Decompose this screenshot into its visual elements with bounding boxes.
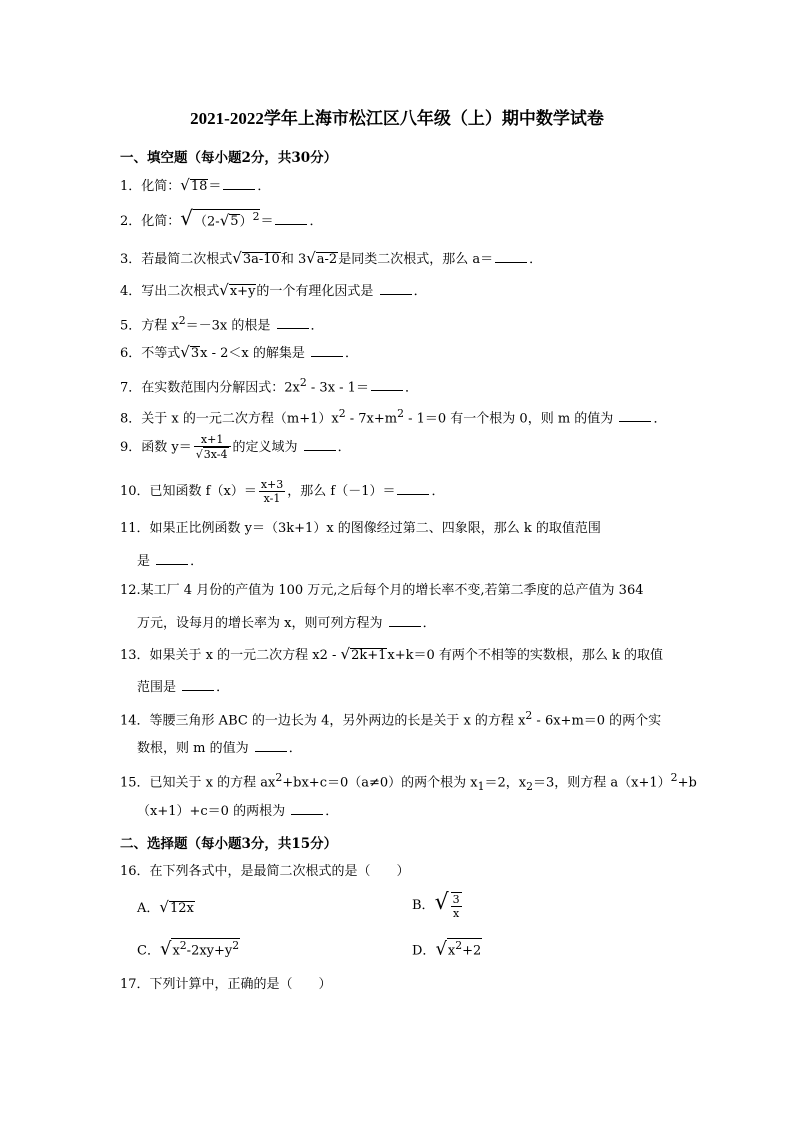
question-9: 9．函数 y＝ $\frac{x+1}{√3x-4}$ 的定义域为 ． [120, 433, 351, 461]
question-4: 4．写出二次根式√x+y的一个有理化因式是 ． [120, 281, 427, 299]
question-15: 15．已知关于 x 的方程 $ax^2+bx+c=0(a\ne 0)$的两个根为 $x_1=2$，$x_2=3$，则方程 $a(x+1)^2+b$ [120, 771, 697, 793]
option-d: D．$√x^2+2$ [412, 938, 482, 960]
question-2: 2．化简：$√(2-√5)^2=$ ． [120, 206, 323, 230]
question-12-cont: 万元，设每月的增长率为 x，则可列方程为 ． [137, 616, 436, 631]
answer-blank [255, 739, 287, 752]
answer-blank [182, 678, 214, 691]
answer-blank [304, 438, 336, 451]
question-13-cont: 范围是 ． [137, 680, 230, 695]
question-14-cont: 数根，则 m 的值为 ． [137, 741, 302, 756]
question-11-cont: 是 ． [137, 554, 204, 569]
page-title: 2021-2022学年上海市松江区八年级（上）期中数学试卷 [190, 109, 604, 128]
answer-blank [275, 212, 307, 225]
question-7: 7．在实数范围内分解因式：$2x^2 - 3x - 1=$ ． [120, 376, 418, 396]
answer-blank [311, 344, 343, 357]
question-12: 12.某工厂 4 月份的产值为 100 万元,之后每个月的增长率不变,若第二季度的总产值为 364 [120, 583, 644, 598]
section-choice: 二、选择题（每小题3分，共15分） [120, 836, 338, 852]
option-a: A．√12x [137, 898, 194, 916]
answer-blank [397, 482, 429, 495]
question-3: 3．若最简二次根式√3a-10和 3√a-2是同类二次根式，那么 a＝ ． [120, 249, 543, 267]
question-10: 10．已知函数 f（x）＝ $\frac{x+3}{x-1}$ ，那么 f（－1）＝ ． [120, 478, 445, 505]
question-5: 5．方程 $x^2=-3x$ 的根是 ． [120, 314, 324, 334]
option-b: B．√ $\frac{3}{x}$ [412, 890, 460, 920]
question-16: 16．在下列各式中，是最简二次根式的是（ ） [120, 864, 410, 879]
answer-blank [277, 316, 309, 329]
question-13: 13．如果关于 x 的一元二次方程 x2 - √2k+1x+k＝0 有两个不相等的实数根，那么 k 的取值 [120, 645, 664, 663]
answer-blank [223, 177, 255, 190]
question-1: 1．化简：√18＝ ． [120, 176, 271, 194]
section-fill-in: 一、填空题（每小题2分，共30分） [120, 150, 338, 166]
answer-blank [389, 614, 421, 627]
answer-blank [380, 282, 412, 295]
question-8: 8．关于 x 的一元二次方程$(m+1)x^2 - 7x+m^2 - 1=0$ 有一个根为 0，则 m 的值为 ． [120, 407, 667, 427]
question-11: 11．如果正比例函数 y＝（3k+1）x 的图像经过第二、四象限，那么 k 的取值范围 [120, 521, 601, 536]
question-14: 14．等腰三角形 ABC 的一边长为 4，另外两边的长是关于 x 的方程 $x^2 - 6x+m=0$ 的两个实 [120, 709, 662, 729]
answer-blank [371, 378, 403, 391]
option-c: C．$√x^2-2xy+y^2$ [137, 938, 240, 960]
answer-blank [495, 250, 527, 263]
answer-blank [619, 409, 651, 422]
answer-blank [156, 552, 188, 565]
question-17: 17．下列计算中，正确的是（ ） [120, 977, 332, 992]
question-6: 6．不等式√3x - 2＜x 的解集是 ． [120, 343, 359, 361]
answer-blank [291, 802, 323, 815]
question-15-cont: （x+1）+c＝0 的两根为 ． [137, 804, 339, 819]
